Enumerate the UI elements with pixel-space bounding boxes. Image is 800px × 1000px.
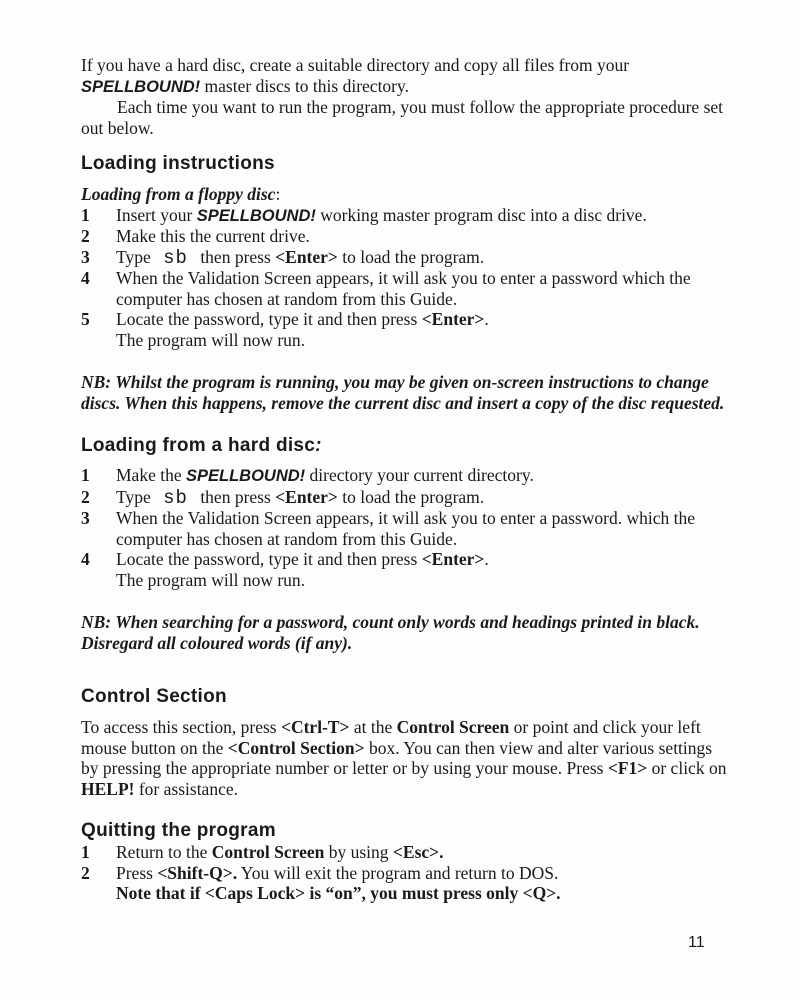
key-name: <Enter> [421,549,485,569]
brand-name: SPELLBOUND! [196,206,316,225]
step-number: 1 [81,842,90,862]
list-item [81,487,731,509]
list-item [81,205,731,227]
floppy-subheading [81,184,731,205]
list-item [81,247,731,269]
heading-hard-disc [81,435,731,457]
body-text: To access this section, press [81,717,281,737]
step-text: Make this the current drive. [116,226,310,246]
step-text: . [484,309,489,329]
step-text: working master program disc into a disc drive. [315,204,647,225]
body-text: for assistance. [134,778,238,799]
heading-colon: : [315,435,322,456]
brand-name: SPELLBOUND! [81,77,201,96]
body-text: at the [349,717,397,737]
step-text: to load the program. [337,246,485,267]
list-item [81,268,731,309]
step-text: Locate the password, type it and then press [116,549,422,569]
list-item [81,309,731,350]
step-text: then press [195,246,276,267]
step-number: 1 [81,465,90,485]
step-number: 1 [81,204,90,225]
list-item [81,508,731,549]
step-text: You will exit the program and return to DOS. [237,862,559,883]
step-number: 2 [81,486,90,507]
list-item [81,226,731,247]
screen-name: Control Screen [396,717,510,737]
page-number: 11 [688,934,705,951]
intro-text: If you have a hard disc, create a suitable directory and copy all files from your [81,55,630,75]
command-text: sb [163,246,188,269]
intro-paragraph-2: Each time you want to run the program, you must follow the appropriate procedure set out below. [81,97,724,138]
key-name: <Enter> [421,309,485,329]
step-text: Type [116,246,156,267]
key-name: <Esc>. [392,842,444,862]
key-name: <F1> [607,758,648,778]
hard-disc-steps [81,465,731,590]
list-item [81,465,731,487]
step-number: 2 [81,226,90,246]
step-text: The program will now run. [116,329,306,350]
quit-steps [81,842,731,904]
box-name: <Control Section> [227,737,365,758]
control-paragraph [81,717,731,799]
key-name: <Enter> [275,246,338,267]
command-text: sb [163,486,188,509]
step-text: . [484,549,489,569]
heading-loading-instructions: Loading instructions [81,153,275,174]
intro-paragraph [81,55,731,97]
floppy-steps [81,205,731,351]
document-page [81,55,731,904]
body-text: or click on [647,758,727,778]
intro-text: master discs to this directory. [200,75,409,96]
step-text: When the Validation Screen appears, it will ask you to enter a password which the computer has chosen at random from this Guide. [116,268,691,309]
nb-note-hard-disc: NB: When searching for a password, count only words and headings printed in black. Disregard all coloured words (if any). [81,612,700,653]
step-text: directory your current directory. [305,465,534,485]
step-text: Return to the [116,842,212,862]
floppy-label: Loading from a floppy disc [81,184,276,204]
body-text: box. You can then view and alter various settings by pressing the appropriate number or letter or by using your mouse. Press [81,737,713,778]
step-number: 5 [81,309,90,329]
list-item [81,842,731,863]
step-text: Locate the password, type it and then press [116,309,422,329]
step-text: Press [116,862,158,883]
step-text: Insert your [116,204,197,225]
step-text: Type [116,486,156,507]
step-text: Make the [116,465,186,485]
body-text: or point and click your left mouse button on the [81,717,701,758]
heading-quitting: Quitting the program [81,820,276,841]
nb-note-floppy: NB: Whilst the program is running, you may be given on-screen instructions to change discs. When this happens, remove the current disc and insert a copy of the disc requested. [81,372,725,413]
step-number: 4 [81,268,90,288]
caps-lock-note: Note that if <Caps Lock> is “on”, you must press only <Q>. [116,883,561,903]
screen-name: Control Screen [211,842,325,862]
step-number: 3 [81,508,90,528]
step-number: 4 [81,549,90,569]
step-text: by using [324,842,393,862]
heading-control-section: Control Section [81,686,227,707]
floppy-colon: : [275,184,281,204]
key-name: <Ctrl-T> [280,717,350,737]
key-name: <Shift-Q>. [157,862,238,883]
step-text: The program will now run. [116,569,306,590]
step-text: to load the program. [337,486,485,507]
step-number: 3 [81,246,90,267]
step-text: When the Validation Screen appears, it will ask you to enter a password. which the computer has chosen at random from this Guide. [116,508,695,549]
brand-name: SPELLBOUND! [185,467,306,485]
help-label: HELP! [81,778,135,799]
heading-text: Loading from a hard disc [81,435,316,456]
list-item [81,863,731,904]
step-text: then press [195,486,276,507]
step-number: 2 [81,862,90,883]
list-item [81,549,731,590]
key-name: <Enter> [275,486,338,507]
